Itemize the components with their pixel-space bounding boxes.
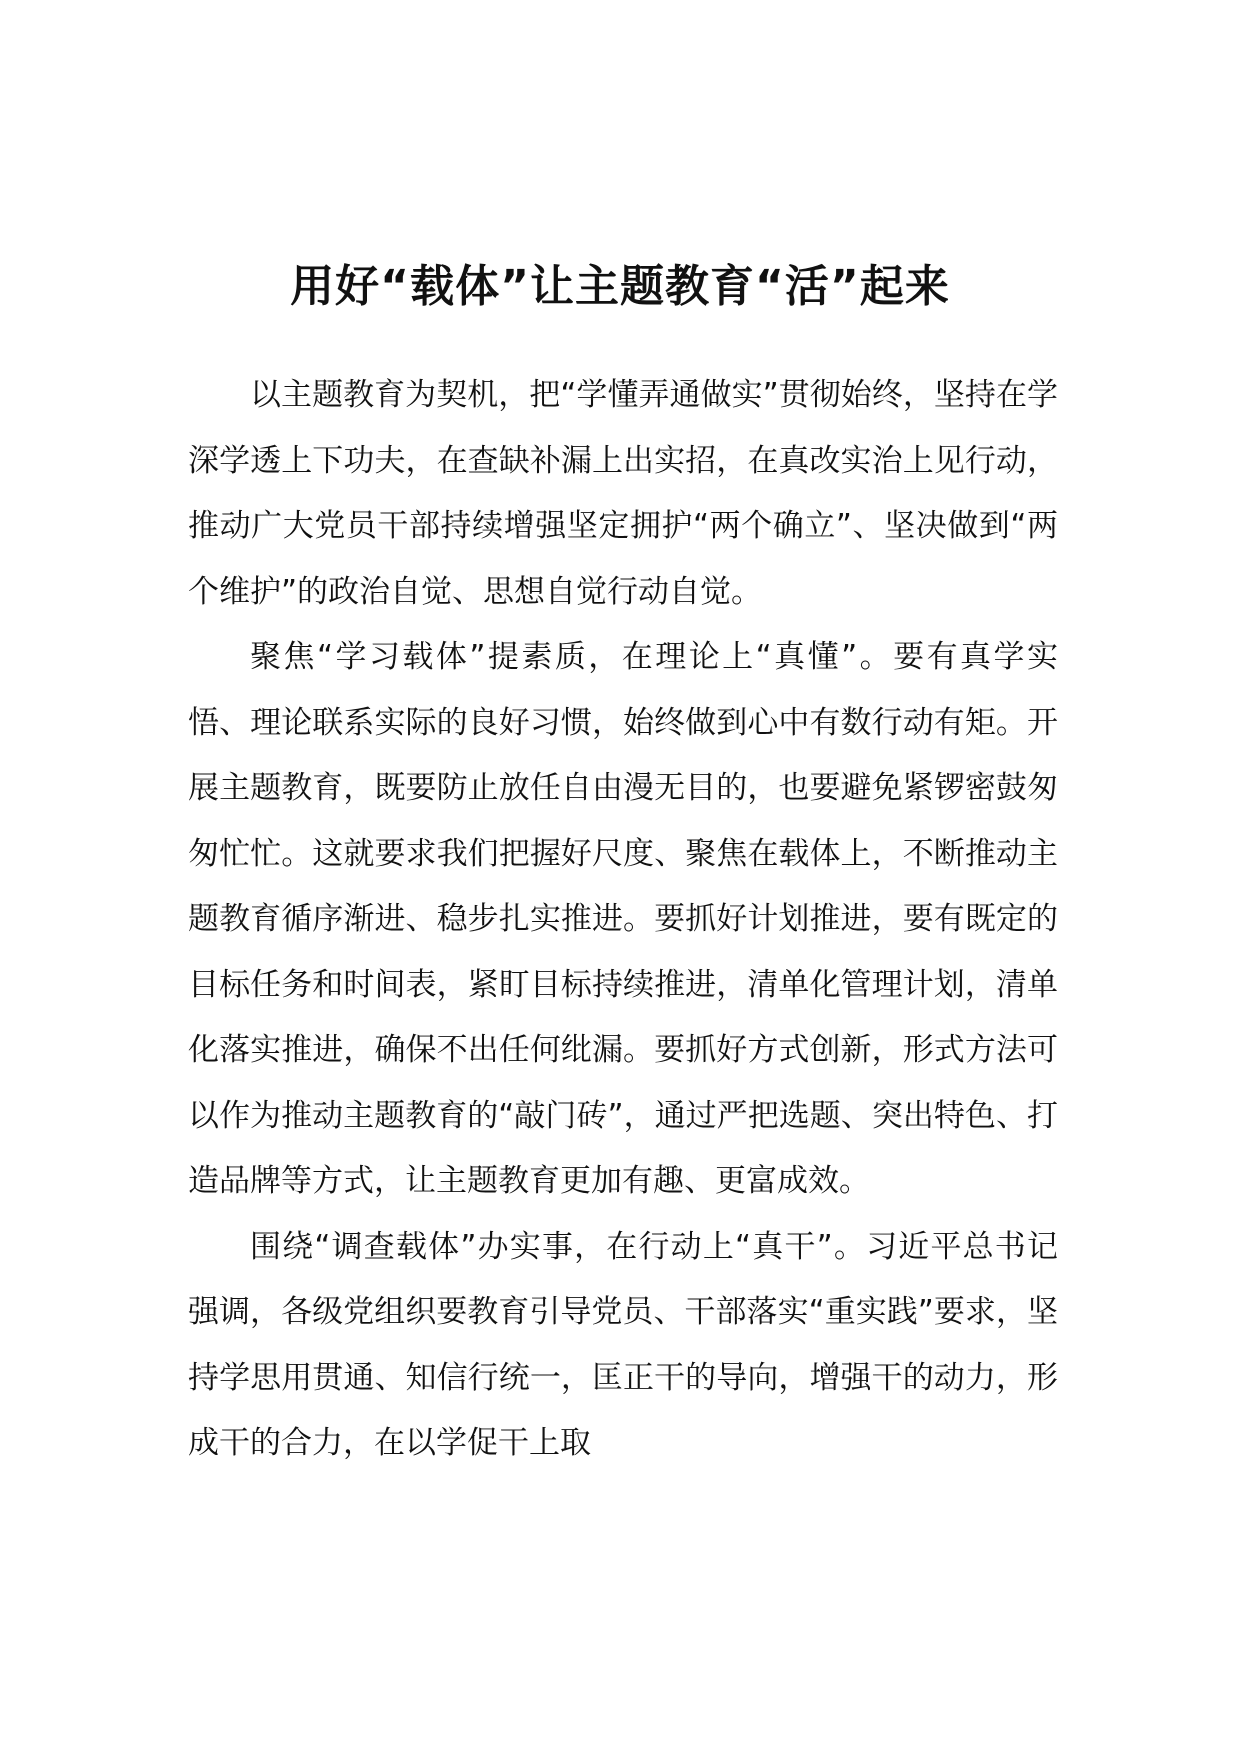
paragraph-lead: 围绕“调查载体”办实事，在行动上“真干”。 [250, 1228, 867, 1265]
paragraph-text: 要有真学实悟、理论联系实际的良好习惯，始终做到心中有数行动有矩。开展主题教育，既要防止放任自由漫无目的，也要避免紧锣密鼓匆匆忙忙。这就要求我们把握好尺度、聚焦在载体上，不断推动主题教育循序渐进、稳步扎实推进。要抓好计划推进，要有既定的目标任务和时间表，紧盯目标持续推进，清单化管理计划，清单化落实推进，确保不出任何纰漏。要抓好方式创新，形式方法可以作为推动主题教育的“敲门砖”，通过严把选题、突出特色、打造品牌等方式，让主题教育更加有趣、更富成效。 [188, 639, 1058, 1199]
paragraph-text: 以主题教育为契机，把“学懂弄通做实”贯彻始终，坚持在学深学透上下功夫，在查缺补漏上出实招，在真改实治上见行动，推动广大党员干部持续增强坚定拥护“两个确立”、坚决做到“两个维护”的政治自觉、思想自觉行动自觉。 [188, 377, 1058, 610]
paragraph-1 [188, 363, 1058, 625]
paragraph-lead: 聚焦“学习载体”提素质，在理论上“真懂”。 [250, 639, 894, 675]
document-title: 用好“载体”让主题教育“活”起来 [290, 261, 950, 313]
document-body [188, 363, 1058, 1477]
paragraph-2 [188, 625, 1058, 1215]
paragraph-text: 习近平总书记强调，各级党组织要教育引导党员、干部落实“重实践”要求，坚持学思用贯通、知信行统一，匡正干的导向，增强干的动力，形成干的合力，在以学促干上取 [188, 1228, 1058, 1461]
paragraph-3 [188, 1215, 1058, 1477]
